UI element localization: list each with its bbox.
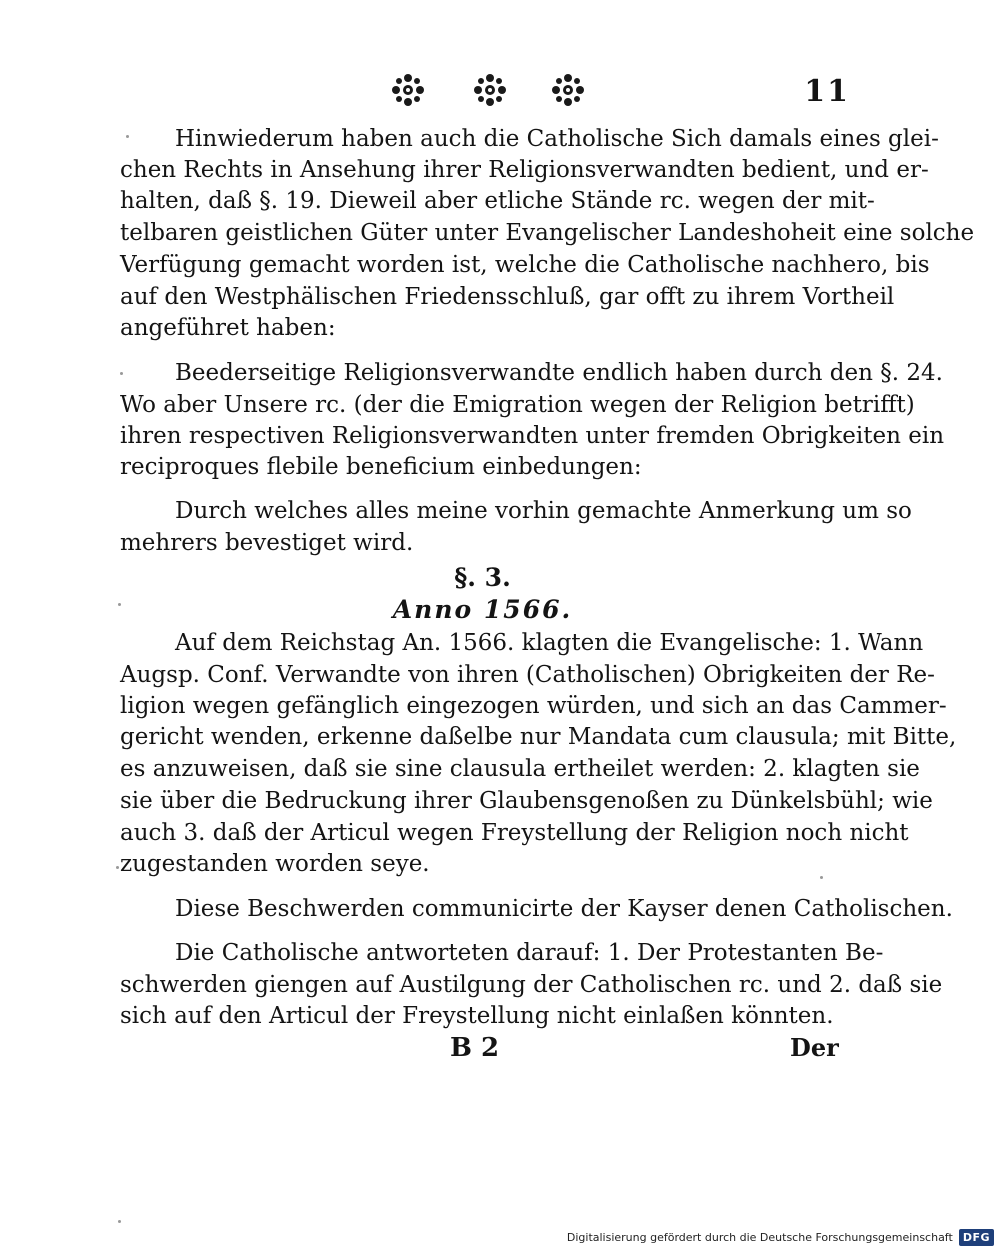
text-line: Augsp. Conf. Verwandte von ihren (Catholischen) Obrigkeiten der Re- [120,662,935,688]
credit-text: Digitalisierung gefördert durch die Deutsche Forschungsgemeinschaft [566,1230,953,1244]
header-ornaments [388,72,588,112]
text-line: halten, daß §. 19. Dieweil aber etliche Stände rc. wegen der mit- [120,188,875,214]
text-line: Hinwiederum haben auch die Catholische Sich damals eines glei- [175,126,939,152]
scan-speck [116,866,119,869]
fleuron-icon [388,72,428,108]
text-line: Wo aber Unsere rc. (der die Emigration wegen der Religion betrifft) [120,392,915,418]
text-line: Die Catholische antworteten darauf: 1. Der Protestanten Be- [175,940,884,966]
section-year: Anno 1566. [392,595,573,624]
text-line: gericht wenden, erkenne daßelbe nur Mandata cum clausula; mit Bitte, [120,724,957,750]
signature-mark: B 2 [450,1033,500,1063]
text-line: schwerden giengen auf Austilgung der Catholischen rc. und 2. daß sie [120,972,943,998]
digitization-credit [567,1226,994,1248]
text-line: telbaren geistlichen Güter unter Evangelischer Landeshoheit eine solche [120,220,975,246]
text-line: Diese Beschwerden communicirte der Kayser denen Catholischen. [175,896,953,922]
text-line: auch 3. daß der Articul wegen Freystellung der Religion noch nicht [120,820,909,846]
page-number: 11 [804,74,850,109]
text-line: ligion wegen gefänglich eingezogen würden, und sich an das Cammer- [120,693,947,719]
text-line: reciproques flebile beneficium einbedungen: [120,454,642,480]
text-line: Verfügung gemacht worden ist, welche die Catholische nachhero, bis [120,252,930,278]
text-line: Durch welches alles meine vorhin gemachte Anmerkung um so [175,498,912,524]
text-line: zugestanden worden seye. [120,851,430,877]
text-line: ihren respectiven Religionsverwandten unter fremden Obrigkeiten ein [120,423,945,449]
scan-speck [120,372,123,375]
scan-speck [118,1220,121,1223]
scan-speck [118,603,121,606]
fleuron-icon [548,72,588,108]
fleuron-icon [470,72,510,108]
scan-speck [820,876,823,879]
text-line: angeführet haben: [120,315,336,341]
text-line: Beederseitige Religionsverwandte endlich haben durch den §. 24. [175,360,943,386]
text-line: sie über die Bedruckung ihrer Glaubensgenoßen zu Dünkelsbühl; wie [120,788,933,814]
text-line: Auf dem Reichstag An. 1566. klagten die Evangelische: 1. Wann [175,630,924,656]
text-line: mehrers bevestiget wird. [120,530,414,556]
text-line: es anzuweisen, daß sie sine clausula ertheilet werden: 2. klagten sie [120,756,920,782]
section-heading: §. 3. [454,563,511,592]
dfg-logo: DFG [959,1229,994,1246]
text-line: chen Rechts in Ansehung ihrer Religionsverwandten bedient, und er- [120,157,929,183]
text-line: auf den Westphälischen Friedensschluß, gar offt zu ihrem Vortheil [120,284,895,310]
catchword: Der [790,1033,839,1062]
text-line: sich auf den Articul der Freystellung nicht einlaßen könnten. [120,1003,834,1029]
scan-speck [126,135,129,138]
